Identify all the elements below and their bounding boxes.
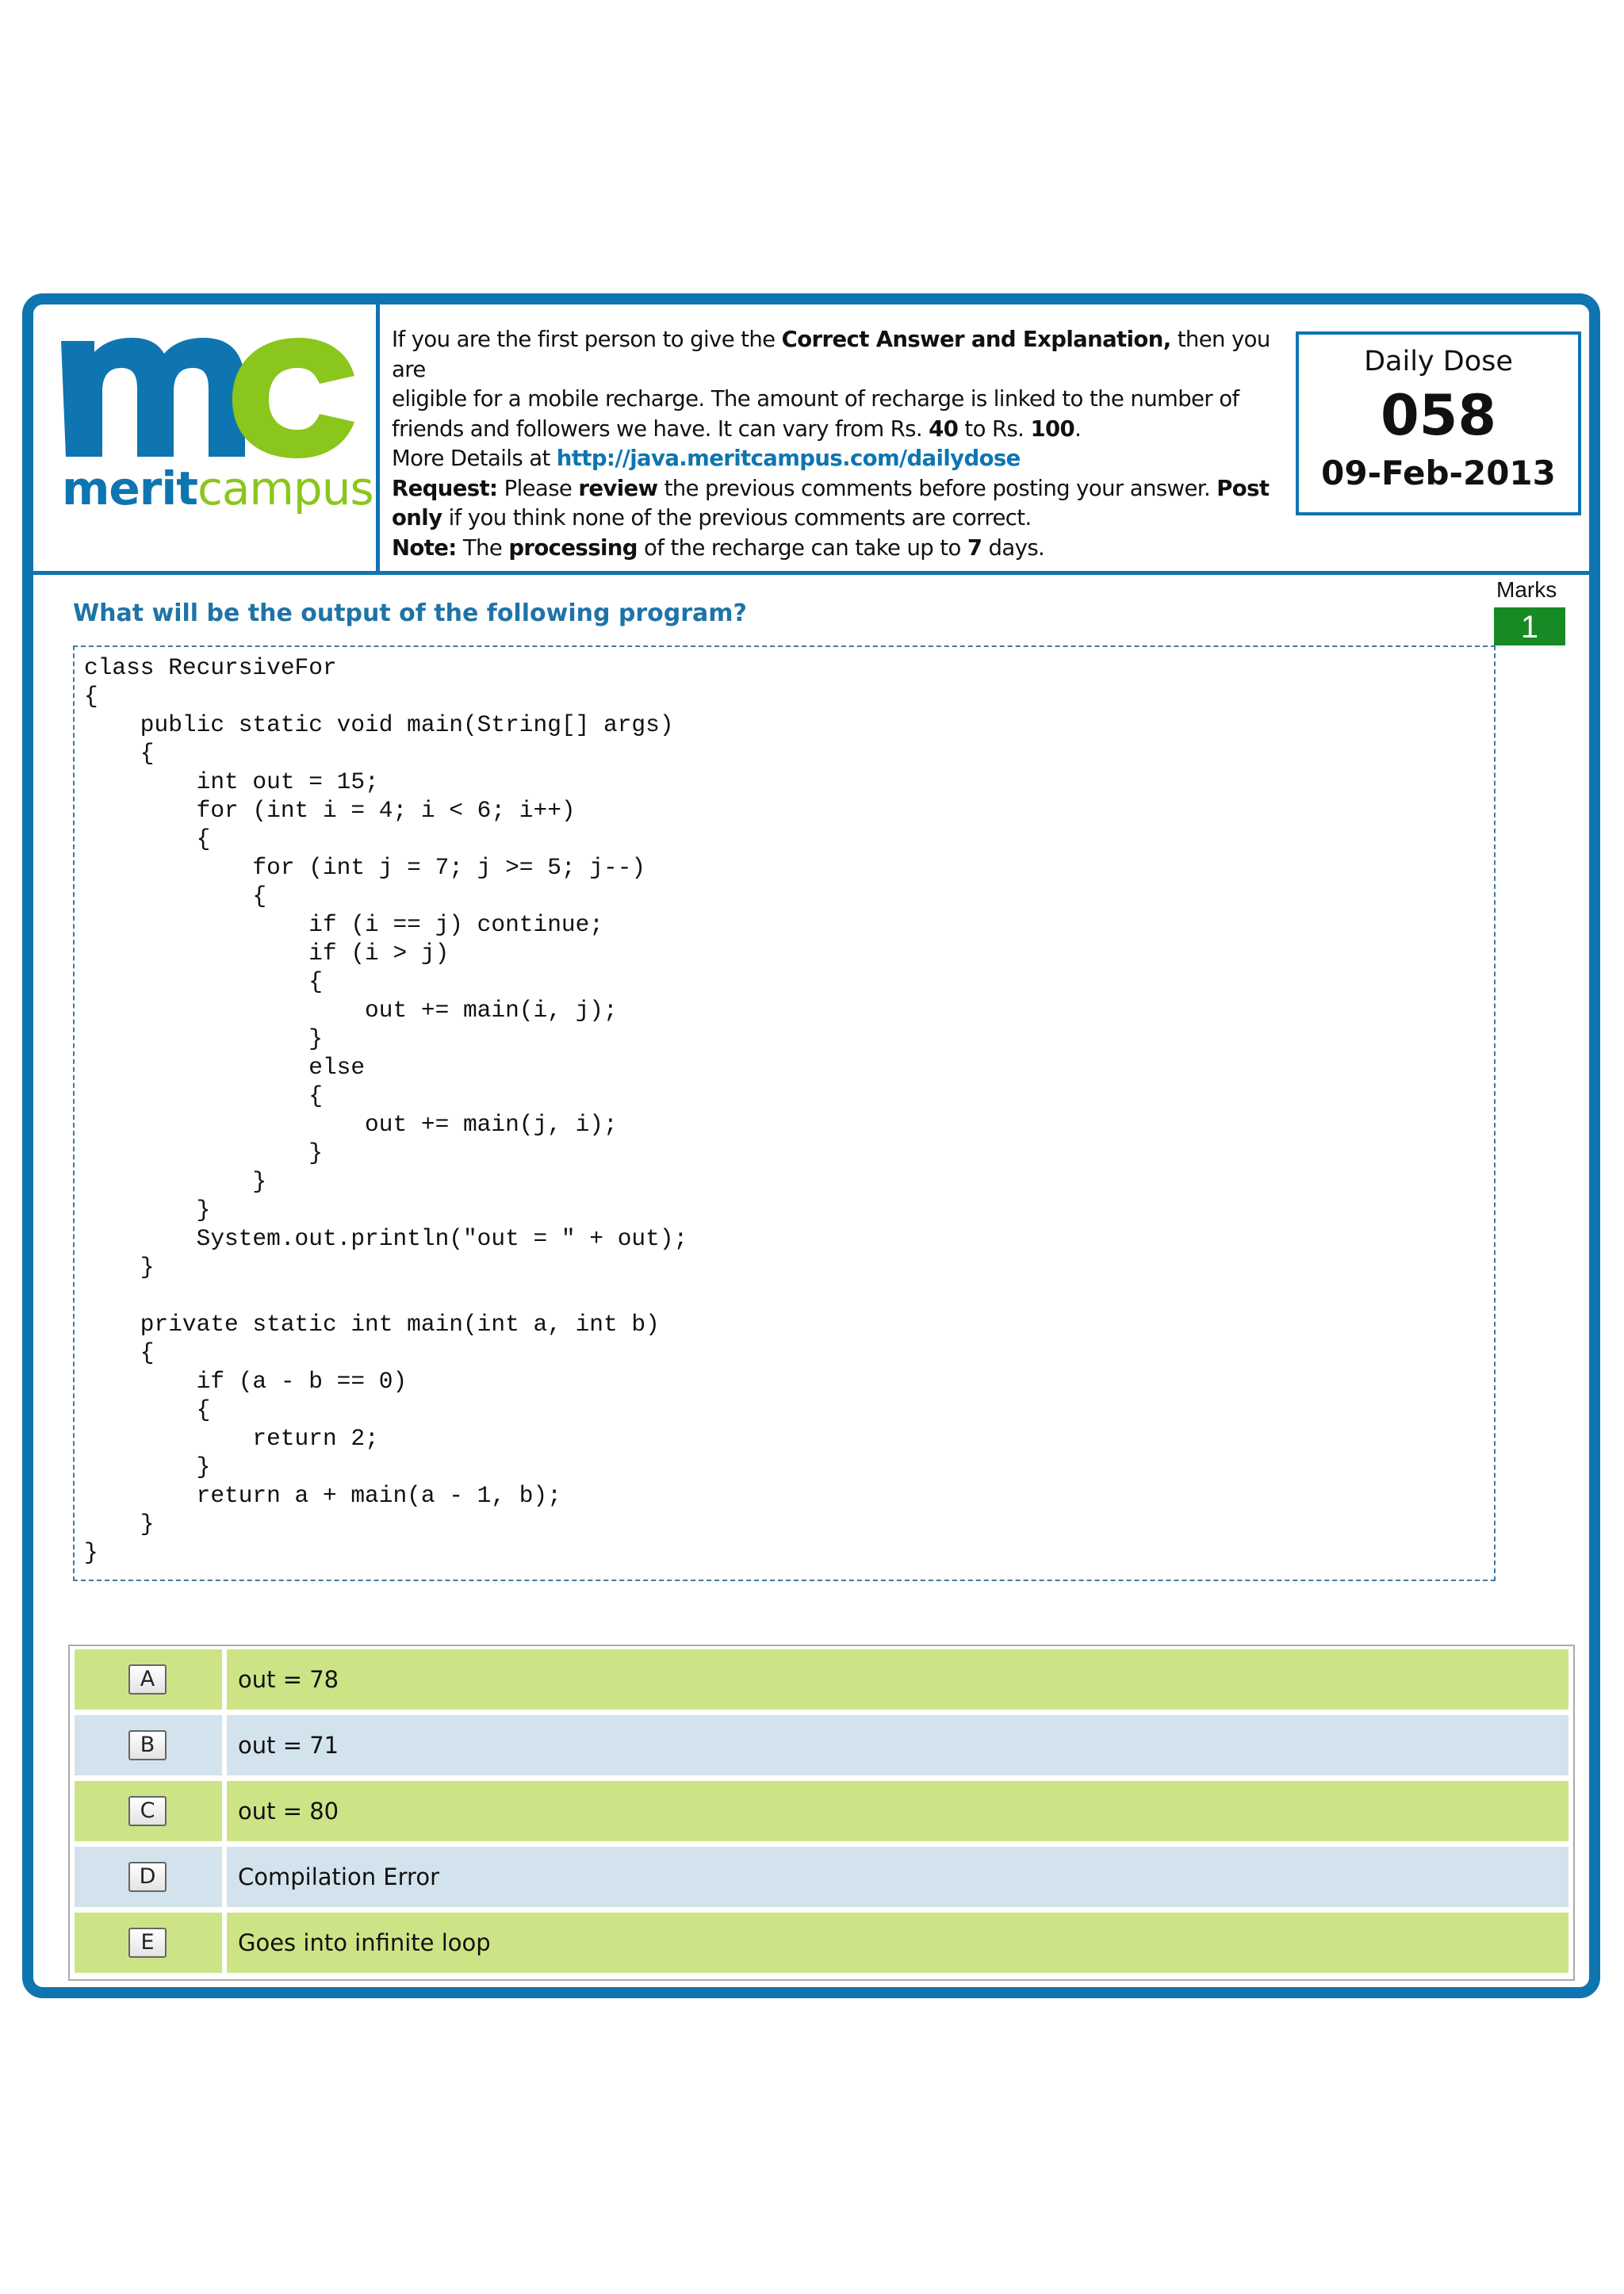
answer-letter-button[interactable]: C [128,1796,167,1826]
card-header [33,304,1589,575]
answer-option-e[interactable] [75,1913,1568,1973]
info-line-1: If you are the first person to give the Correct Answer and Explanation, then you are [392,327,1270,382]
logo-merit-text: merit [62,461,197,515]
answer-letter-cell [75,1847,222,1907]
answer-divider [222,1847,227,1907]
answer-text: Compilation Error [238,1863,439,1890]
daily-dose-box [1296,331,1581,515]
info-line-7: Note: The processing of the recharge can take up to 7 days. [392,534,1045,561]
info-line-6: only if you think none of the previous comments are correct. [392,505,1032,530]
info-line-5: Request: Please review the previous comments before posting your answer. Post [392,475,1270,501]
meritcampus-logo-icon [61,325,362,460]
answer-letter-button[interactable]: A [128,1664,167,1695]
code-line: return 2; [84,1425,379,1452]
answer-option-a[interactable] [75,1649,1568,1710]
answer-text: out = 78 [238,1666,339,1693]
code-line: } [84,1511,155,1538]
code-line: int out = 15; [84,768,379,795]
answer-letter-cell [75,1649,222,1710]
answer-option-b[interactable] [75,1715,1568,1775]
code-line: } [84,1254,155,1281]
code-line: { [84,825,211,852]
answer-letter-cell [75,1781,222,1841]
answer-option-c[interactable] [75,1781,1568,1841]
code-line: { [84,1082,323,1109]
info-text [392,325,1304,563]
code-line: public static void main(String[] args) [84,711,674,738]
code-line: class RecursiveFor [84,654,337,681]
daily-dose-date: 09-Feb-2013 [1321,454,1556,492]
code-line: { [84,1339,155,1366]
answer-text: out = 71 [238,1732,339,1759]
info-line-4: More Details at http://java.meritcampus.com/dailydose [392,446,1021,471]
answer-letter-button[interactable]: D [128,1862,167,1892]
code-line: } [84,1025,323,1052]
logo-cell [33,304,380,571]
answer-text: out = 80 [238,1798,339,1825]
code-line: } [84,1168,267,1195]
code-line: } [84,1139,323,1166]
code-line: if (i == j) continue; [84,911,604,938]
answer-divider [222,1913,227,1973]
answer-letter-button[interactable]: B [128,1730,167,1760]
answer-divider [222,1781,227,1841]
code-line: for (int i = 4; i < 6; i++) [84,797,576,824]
answer-divider [222,1649,227,1710]
code-line: private static int main(int a, int b) [84,1311,660,1338]
question-text: What will be the output of the following program? [73,599,747,627]
logo-wordmark [62,461,373,515]
code-line: for (int j = 7; j >= 5; j--) [84,854,646,881]
daily-dose-card [22,293,1600,1998]
code-line: return a + main(a - 1, b); [84,1482,561,1509]
code-line: } [84,1539,98,1566]
code-line: { [84,1396,211,1423]
info-line-2: eligible for a mobile recharge. The amount of recharge is linked to the number of [392,386,1239,412]
code-line: } [84,1197,211,1224]
marks-badge: 1 [1494,607,1565,645]
code-line: if (a - b == 0) [84,1368,408,1395]
answer-options [68,1645,1575,1981]
code-line: out += main(j, i); [84,1111,618,1138]
answer-letter-cell [75,1715,222,1775]
daily-dose-number: 058 [1380,383,1497,448]
code-line: { [84,883,267,910]
answer-letter-cell [75,1913,222,1973]
code-line: { [84,968,323,995]
logo-campus-text: campus [197,461,373,515]
daily-dose-title: Daily Dose [1364,346,1513,377]
code-block [73,645,1496,1581]
code-line: else [84,1054,366,1081]
code-line: } [84,1453,211,1480]
marks-label: Marks [1496,577,1557,602]
answer-divider [222,1715,227,1775]
answer-text: Goes into infinite loop [238,1929,491,1956]
code-line: { [84,740,155,767]
code-line: { [84,683,98,710]
code-line: System.out.println("out = " + out); [84,1225,688,1252]
answer-option-d[interactable] [75,1847,1568,1907]
code-line: if (i > j) [84,940,450,967]
answer-letter-button[interactable]: E [128,1928,167,1958]
info-line-3: friends and followers we have. It can vary from Rs. 40 to Rs. 100. [392,416,1082,442]
daily-dose-link[interactable]: http://java.meritcampus.com/dailydose [556,446,1021,471]
code-line: out += main(i, j); [84,997,618,1024]
